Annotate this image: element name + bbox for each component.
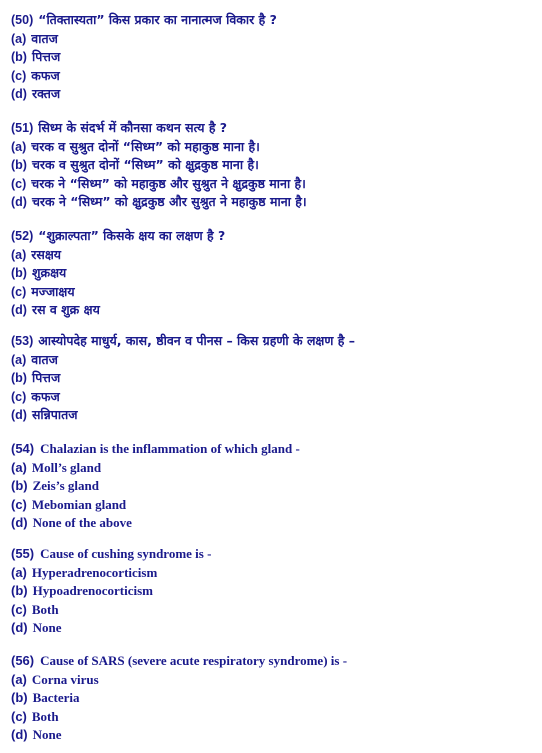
question-50 bbox=[11, 11, 536, 104]
option-d: (d) None of the above bbox=[11, 515, 132, 530]
question-51 bbox=[11, 119, 536, 212]
option-c: (c) Mebomian gland bbox=[11, 496, 127, 512]
option-d: (d) चरक ने “सिध्म” को क्षुद्रकुष्ठ और सुश्रुत ने महाकुष्ठ माना है। bbox=[11, 194, 307, 209]
option-d: (d) रक्तज bbox=[11, 86, 61, 101]
option-c: (c) कफज bbox=[11, 388, 60, 404]
option-d: (d) सन्निपातज bbox=[11, 407, 78, 422]
question-56 bbox=[11, 652, 536, 745]
question-number: (54) bbox=[11, 441, 35, 456]
option-c: (c) मज्जाक्षय bbox=[11, 283, 75, 299]
question-52 bbox=[11, 227, 536, 320]
question-text: (50) “तिक्तास्यता” किस प्रकार का नानात्मज विकार है ? bbox=[11, 12, 277, 27]
option-d: (d) None bbox=[11, 620, 62, 635]
option-b: (b) पित्तज bbox=[11, 370, 61, 385]
question-text: (53) आस्योपदेह माधुर्य, कास, ष्ठीवन व पीनस – किस ग्रहणी के लक्षण है – bbox=[11, 333, 356, 348]
option-d: (d) रस व शुक्र क्षय bbox=[11, 302, 100, 317]
option-b: (b) Hypoadrenocorticism bbox=[11, 583, 153, 598]
option-a: (a) वातज bbox=[11, 30, 58, 46]
question-number: (53) bbox=[11, 334, 34, 348]
option-a: (a) चरक व सुश्रुत दोनों “सिध्म” को महाकुष्ठ माना है। bbox=[11, 138, 260, 154]
option-a: (a) Moll’s gland bbox=[11, 459, 102, 475]
question-text: (51) सिध्म के संदर्भ में कौनसा कथन सत्य है ? bbox=[11, 120, 228, 135]
option-c: (c) Both bbox=[11, 601, 59, 617]
question-text: (56) Cause of SARS (severe acute respiratory syndrome) is - bbox=[11, 653, 348, 668]
option-b: (b) पित्तज bbox=[11, 49, 61, 64]
option-b: (b) Bacteria bbox=[11, 690, 80, 705]
question-53 bbox=[11, 332, 536, 425]
question-text: (52) “शुक्राल्पता” किसके क्षय का लक्षण है ? bbox=[11, 228, 226, 243]
question-number: (51) bbox=[11, 121, 34, 135]
question-number: (52) bbox=[11, 229, 34, 243]
question-number: (50) bbox=[11, 13, 34, 27]
option-c: (c) Both bbox=[11, 708, 59, 724]
question-text: (55) Cause of cushing syndrome is - bbox=[11, 546, 212, 561]
option-b: (b) चरक व सुश्रुत दोनों “सिध्म” को क्षुद्रकुष्ठ माना है। bbox=[11, 157, 259, 172]
question-55 bbox=[11, 545, 536, 638]
option-a: (a) रसक्षय bbox=[11, 246, 62, 262]
option-d: (d) None bbox=[11, 727, 62, 742]
option-a: (a) वातज bbox=[11, 351, 58, 367]
option-b: (b) Zeis’s gland bbox=[11, 478, 99, 493]
option-a: (a) Hyperadrenocorticism bbox=[11, 564, 158, 580]
option-c: (c) चरक ने “सिध्म” को महाकुष्ठ और सुश्रुत ने क्षुद्रकुष्ठ माना है। bbox=[11, 175, 306, 191]
option-c: (c) कफज bbox=[11, 67, 60, 83]
question-number: (56) bbox=[11, 653, 35, 668]
question-text: (54) Chalazian is the inflammation of which gland - bbox=[11, 441, 300, 456]
question-54 bbox=[11, 440, 536, 533]
option-a: (a) Corna virus bbox=[11, 671, 99, 687]
question-number: (55) bbox=[11, 546, 35, 561]
option-b: (b) शुक्रक्षय bbox=[11, 265, 67, 280]
